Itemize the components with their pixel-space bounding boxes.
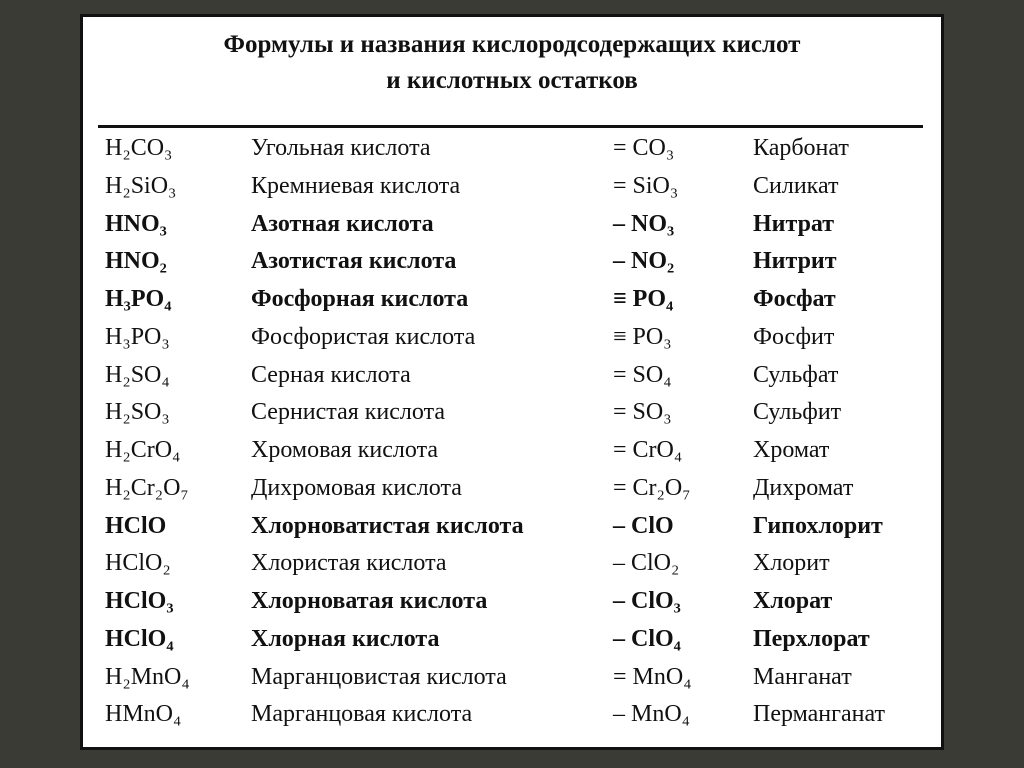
- acid-name: Марганцовая кислота: [251, 701, 473, 728]
- acid-formula: H₂SO₄: [105, 361, 170, 388]
- acid-formula: H₃PO₄: [105, 286, 172, 312]
- acid-formula: H₂CO₃: [105, 135, 173, 161]
- acid-formula: HNO₃: [105, 210, 167, 237]
- acid-residue: = MnO₄: [613, 663, 692, 690]
- salt-name: Сульфит: [753, 399, 842, 426]
- salt-name: Дихромат: [753, 474, 854, 501]
- table-row: [83, 281, 941, 319]
- acid-name: Хлорная кислота: [251, 625, 440, 652]
- table-row: [83, 357, 941, 395]
- table-row: [83, 545, 941, 583]
- acid-formula: H₂SO₃: [105, 399, 170, 426]
- acid-residue: – NO₂: [613, 248, 675, 275]
- acid-residue: ≡ PO₃: [613, 323, 672, 350]
- acid-name: Хромовая кислота: [251, 437, 439, 463]
- acid-name: Хлористая кислота: [251, 550, 447, 577]
- acid-residue: = Cr₂O₇: [613, 474, 691, 501]
- acid-formula: HClO₄: [105, 625, 174, 652]
- table-row: [83, 394, 941, 432]
- salt-name: Силикат: [753, 172, 839, 199]
- acid-name: Фосфорная кислота: [251, 286, 469, 312]
- acid-formula: H₂MnO₄: [105, 663, 190, 690]
- salt-name: Хромат: [753, 437, 830, 463]
- acid-name: Угольная кислота: [251, 135, 431, 161]
- acid-formula: H₂SiO₃: [105, 172, 177, 199]
- page-title: [83, 27, 941, 99]
- acid-residue: = SiO₃: [613, 172, 679, 199]
- acid-residue: – MnO₄: [613, 701, 691, 728]
- salt-name: Фосфит: [753, 323, 835, 350]
- salt-name: Манганат: [753, 663, 852, 690]
- table-row: [83, 470, 941, 508]
- salt-name: Сульфат: [753, 361, 839, 388]
- acid-residue: = CrO₄: [613, 437, 683, 463]
- table-row: [83, 432, 941, 470]
- title-line-1: Формулы и названия кислородсодержащих кислот: [223, 31, 801, 58]
- table-row: [83, 206, 941, 244]
- acid-name: Азотистая кислота: [251, 248, 457, 275]
- acid-residue: ≡ PO₄: [613, 286, 674, 312]
- acid-residue: – NO₃: [613, 210, 675, 237]
- acid-name: Кремниевая кислота: [251, 172, 461, 199]
- table-row: [83, 243, 941, 281]
- table-row: [83, 508, 941, 546]
- salt-name: Нитрит: [753, 248, 837, 275]
- acid-residue: = CO₃: [613, 135, 675, 161]
- salt-name: Перхлорат: [753, 625, 870, 652]
- acid-name: Дихромовая кислота: [251, 474, 462, 501]
- table-row: [83, 168, 941, 206]
- document-page: [80, 14, 944, 750]
- table-row: [83, 319, 941, 357]
- acid-formula: HClO₃: [105, 588, 174, 614]
- table-row: [83, 583, 941, 621]
- acid-name: Хлорноватистая кислота: [251, 512, 524, 539]
- salt-name: Хлорат: [753, 588, 833, 614]
- table-row: [83, 621, 941, 659]
- acid-formula: HNO₂: [105, 248, 167, 275]
- salt-name: Карбонат: [753, 135, 849, 161]
- acid-residue: – ClO₂: [613, 550, 680, 577]
- acid-residue: = SO₄: [613, 361, 672, 388]
- acid-name: Хлорноватая кислота: [251, 588, 488, 614]
- acid-formula: H₃PO₃: [105, 323, 170, 350]
- acid-formula: HClO: [105, 512, 167, 539]
- acid-residue: – ClO₃: [613, 588, 681, 614]
- acid-residue: = SO₃: [613, 399, 672, 426]
- acid-residue: – ClO: [613, 512, 674, 539]
- salt-name: Нитрат: [753, 210, 835, 237]
- salt-name: Хлорит: [753, 550, 830, 577]
- acid-formula: HClO₂: [105, 550, 171, 577]
- acid-name: Азотная кислота: [251, 210, 434, 237]
- table-row: [83, 696, 941, 734]
- acid-name: Сернистая кислота: [251, 399, 446, 426]
- salt-name: Фосфат: [753, 286, 836, 312]
- header-divider: [98, 125, 923, 128]
- acid-formula: H₂Cr₂O₇: [105, 474, 189, 501]
- acids-table: [83, 130, 941, 734]
- salt-name: Перманганат: [753, 701, 885, 728]
- acid-name: Фосфористая кислота: [251, 323, 476, 350]
- title-line-2: и кислотных остатков: [386, 67, 638, 94]
- acid-residue: – ClO₄: [613, 625, 681, 652]
- salt-name: Гипохлорит: [753, 512, 883, 539]
- acid-name: Серная кислота: [251, 361, 411, 388]
- acid-name: Марганцовистая кислота: [251, 663, 507, 690]
- acid-formula: H₂CrO₄: [105, 437, 181, 463]
- acid-formula: HMnO₄: [105, 701, 182, 728]
- table-row: [83, 130, 941, 168]
- table-row: [83, 659, 941, 697]
